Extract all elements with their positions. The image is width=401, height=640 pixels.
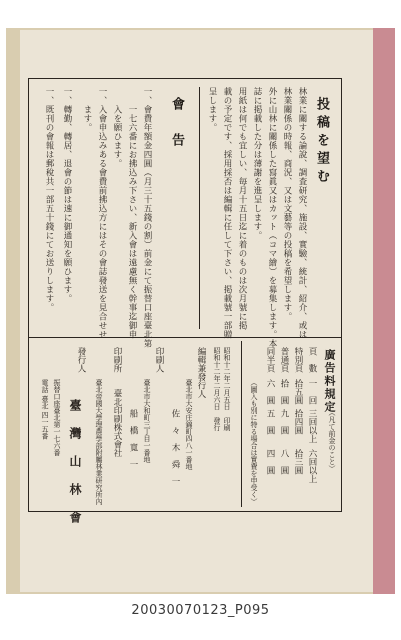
colophon-printer-name: 船 橋 寬 一 xyxy=(128,409,138,469)
colophon-printer-address: 臺北市大和町三丁目一番地 xyxy=(143,379,151,463)
colophon-editor-address: 臺北市大安庄錦町四八一番地 xyxy=(185,379,193,470)
colophon-phone: 電話 臺北 四一五番 xyxy=(41,379,49,440)
colophon-publisher-address: 臺北帝國大學理農學部附屬林業研究所內 xyxy=(95,379,103,505)
page-edge-strip xyxy=(373,28,395,594)
ad-rate-cell: 六 圓 xyxy=(265,379,275,405)
ad-rates-header: 三回以上 xyxy=(307,409,317,443)
notice-item: 一、入會申込みある會費前拂込方にはその會誌發送を見合せせ xyxy=(97,87,107,339)
notice-item: 一、轉勤、轉居、退會の節は速に御通知を願ひます。 xyxy=(62,87,72,303)
ad-rates-header: 一 回 xyxy=(307,379,317,405)
notice-title: 會 告 xyxy=(169,97,184,151)
image-id-caption: 20030070123_P095 xyxy=(131,603,270,618)
submission-line: 林業に關する論說、調査研究、施設、實驗、統計、紹介、或は xyxy=(297,87,307,339)
colophon-editor-name: 佐 々 木 舜 一 xyxy=(170,409,180,486)
colophon-press-label: 印刷所 xyxy=(112,347,122,373)
ad-rates-title: 廣告料規定 xyxy=(323,349,336,414)
section-divider xyxy=(199,87,200,329)
colophon-printed: 昭和十二年二月五日 印刷 xyxy=(223,347,231,431)
submission-line: 外に山林に關係した寫眞又はカット（コマ繪）を募集します。本 xyxy=(267,87,277,348)
submission-line: 載の予定です、採用採否は編輯に任して下さい、掲載號一部贈 xyxy=(222,87,232,339)
colophon-transfer: 振替口座臺北第一七六番 xyxy=(53,379,61,456)
ad-rate-cell: 同半頁 xyxy=(265,347,275,373)
colophon-publisher-label: 發行人 xyxy=(76,347,86,373)
submission-title: 投稿を望む xyxy=(314,97,329,187)
ad-rate-cell: 八 圓 xyxy=(279,449,289,475)
ad-rate-cell: 九 圓 xyxy=(279,409,289,435)
submission-line: 呈します。 xyxy=(207,87,217,132)
ad-rates-header: 頁 數 xyxy=(307,347,317,373)
colophon-published: 昭和十二年二月六日 發行 xyxy=(213,347,221,431)
submission-line: 用紙は何でも宜しい、毎月十五日迄に着のものは次月號に掲 xyxy=(237,87,247,330)
ad-rate-cell: 特別頁 xyxy=(293,347,303,373)
notice-item: 一七六番にお拂込み下さい、新入會は遠慮無く幹事迄御申 xyxy=(127,87,137,339)
ad-rates-subtitle: （凡て前金のこと） xyxy=(328,409,336,472)
colophon-publisher-name: 臺 灣 山 林 會 xyxy=(68,399,82,525)
ad-rate-cell: 拾四圓 xyxy=(293,409,303,435)
ad-rate-cell: 拾三圓 xyxy=(293,449,303,475)
content-frame xyxy=(28,78,342,525)
ad-rate-cell: 普通頁 xyxy=(279,347,289,373)
notice-item: 入を願ひます。 xyxy=(112,87,122,168)
lower-divider xyxy=(241,341,242,507)
upper-section xyxy=(29,79,341,348)
notice-item: 一、會費年額金四圓（月三十五錢の割）前金にて振替口座臺北第 xyxy=(142,87,152,348)
ad-rate-cell: 拾 圓 xyxy=(279,379,289,405)
ad-rate-cell: 四 圓 xyxy=(265,449,275,475)
submission-line: 誌に掲載した分は薄謝を進呈します。 xyxy=(252,87,262,240)
notice-item: ます。 xyxy=(82,87,92,132)
notice-item: 一、既刊の會報は郵稅共一部五十錢にてお送りします。 xyxy=(44,87,54,312)
ad-rates-note: （圖入も別に特る場合は實費を申受く） xyxy=(250,379,258,505)
colophon-printer-label: 印刷人 xyxy=(154,347,164,373)
colophon-press-name: 臺北印刷株式會社 xyxy=(112,389,122,457)
ad-rate-cell: 五 圓 xyxy=(265,409,275,435)
submission-line: 林業關係の時報、商況、又は文藝等の投稿を希望します。 xyxy=(282,87,292,321)
ad-rates-header: 六回以上 xyxy=(307,449,317,483)
ad-rate-cell: 拾五圓 xyxy=(293,379,303,405)
colophon-editor-label: 編輯兼發行人 xyxy=(196,347,206,398)
